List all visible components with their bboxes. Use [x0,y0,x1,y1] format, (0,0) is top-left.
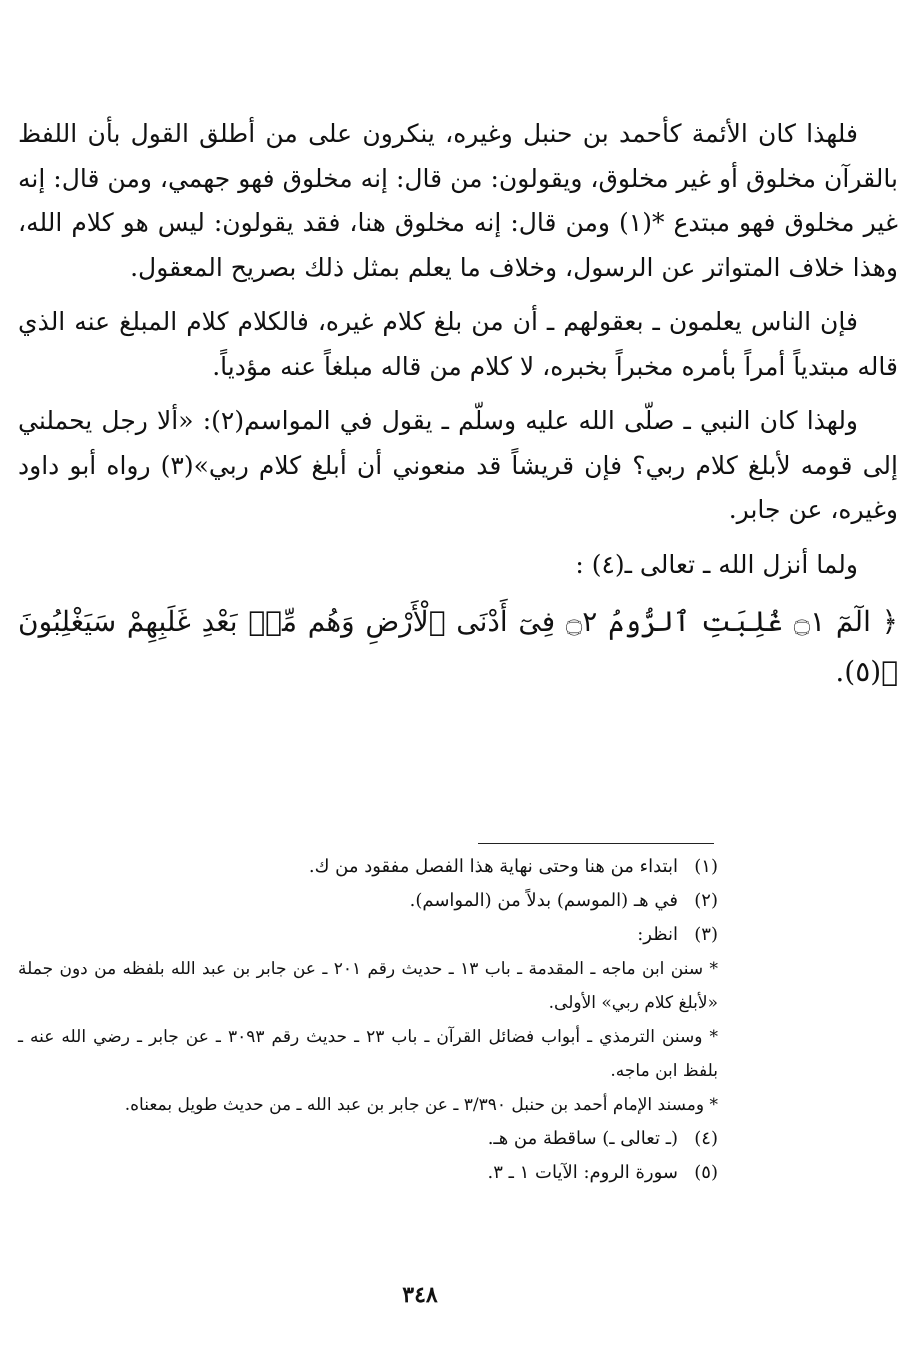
footnote-text: في هـ (الموسم) بدلاً من (المواسم). [409,890,678,911]
footnote-divider [478,843,714,844]
footnote-text: انظر: [637,924,678,945]
footnote-5 [18,1156,718,1190]
footnote-number: (٢) [694,890,718,911]
footnote-text: سورة الروم: الآيات ١ ـ ٣. [487,1162,678,1183]
footnote-number: (٣) [694,924,718,945]
paragraph-4: ولما أنزل الله ـ تعالى ـ(٤) : [575,549,858,579]
main-text [18,112,898,697]
footnote-number: (٤) [694,1128,718,1149]
reference-ibn-majah: * سنن ابن ماجه ـ المقدمة ـ باب ١٣ ـ حديث رقم ٢٠١ ـ عن جابر بن عبد الله بلفظه من دون جملة «لأبلغ كلام ربي» الأولى. [18,959,718,1013]
footnote-2 [18,884,718,918]
footnotes [18,850,718,1190]
footnote-1 [18,850,718,884]
reference-tirmidhi: * وسنن الترمذي ـ أبواب فضائل القرآن ـ باب ٢٣ ـ حديث رقم ٣٠٩٣ ـ عن جابر ـ رضي الله عنه ـ بلفظ ابن ماجه. [18,1027,719,1081]
page-number: ٣٤٨ [402,1282,438,1308]
footnote-4 [18,1122,718,1156]
footnote-text: ابتداء من هنا وحتى نهاية هذا الفصل مفقود من ك. [308,856,678,877]
quran-verse: ﴿ الٓمٓ ۝١ غُلِبَتِ ٱلرُّومُ ۝٢ فِىٓ أَدْنَى ٱلْأَرْضِ وَهُم مِّنۢ بَعْدِ غَلَبِهِمْ سَيَغْلِبُونَ ﴾(٥). [18,605,899,688]
reference-ahmad: * ومسند الإمام أحمد بن حنبل ٣/٣٩٠ ـ عن جابر بن عبد الله ـ من حديث طويل بمعناه. [124,1095,718,1115]
paragraph-1: فلهذا كان الأئمة كأحمد بن حنبل وغيره، ينكرون على من أطلق القول بأن اللفظ بالقرآن مخلوق أو غير مخلوق، ويقولون: من قال: إنه مخلوق فهو جهمي، ومن قال: إنه غير مخلوق فهو مبتدع *(١) ومن قال: إنه مخلوق هنا، فقد يقولون: ليس هو كلام الله، وهذا خلاف المتواتر عن الرسول، وخلاف ما يعلم بمثل ذلك بصريح المعقول. [18,119,898,282]
paragraph-3: ولهذا كان النبي ـ صلّى الله عليه وسلّم ـ يقول في المواسم(٢): «ألا رجل يحملني إلى قومه لأبلغ كلام ربي؟ فإن قريشاً قد منعوني أن أبلغ كلام ربي»(٣) رواه أبو داود وغيره، عن جابر. [18,406,898,524]
footnote-text: (ـ تعالى ـ) ساقطة من هـ. [487,1128,678,1149]
footnote-number: (٥) [694,1162,718,1183]
footnote-3 [18,918,718,952]
paragraph-2: فإن الناس يعلمون ـ بعقولهم ـ أن من بلغ كلام غيره، فالكلام كلام المبلغ عنه الذي قاله مبتدياً أمراً بأمره مخبراً بخبره، لا كلام من قاله مبلغاً عنه مؤدياً. [18,307,898,381]
footnote-number: (١) [694,856,718,877]
